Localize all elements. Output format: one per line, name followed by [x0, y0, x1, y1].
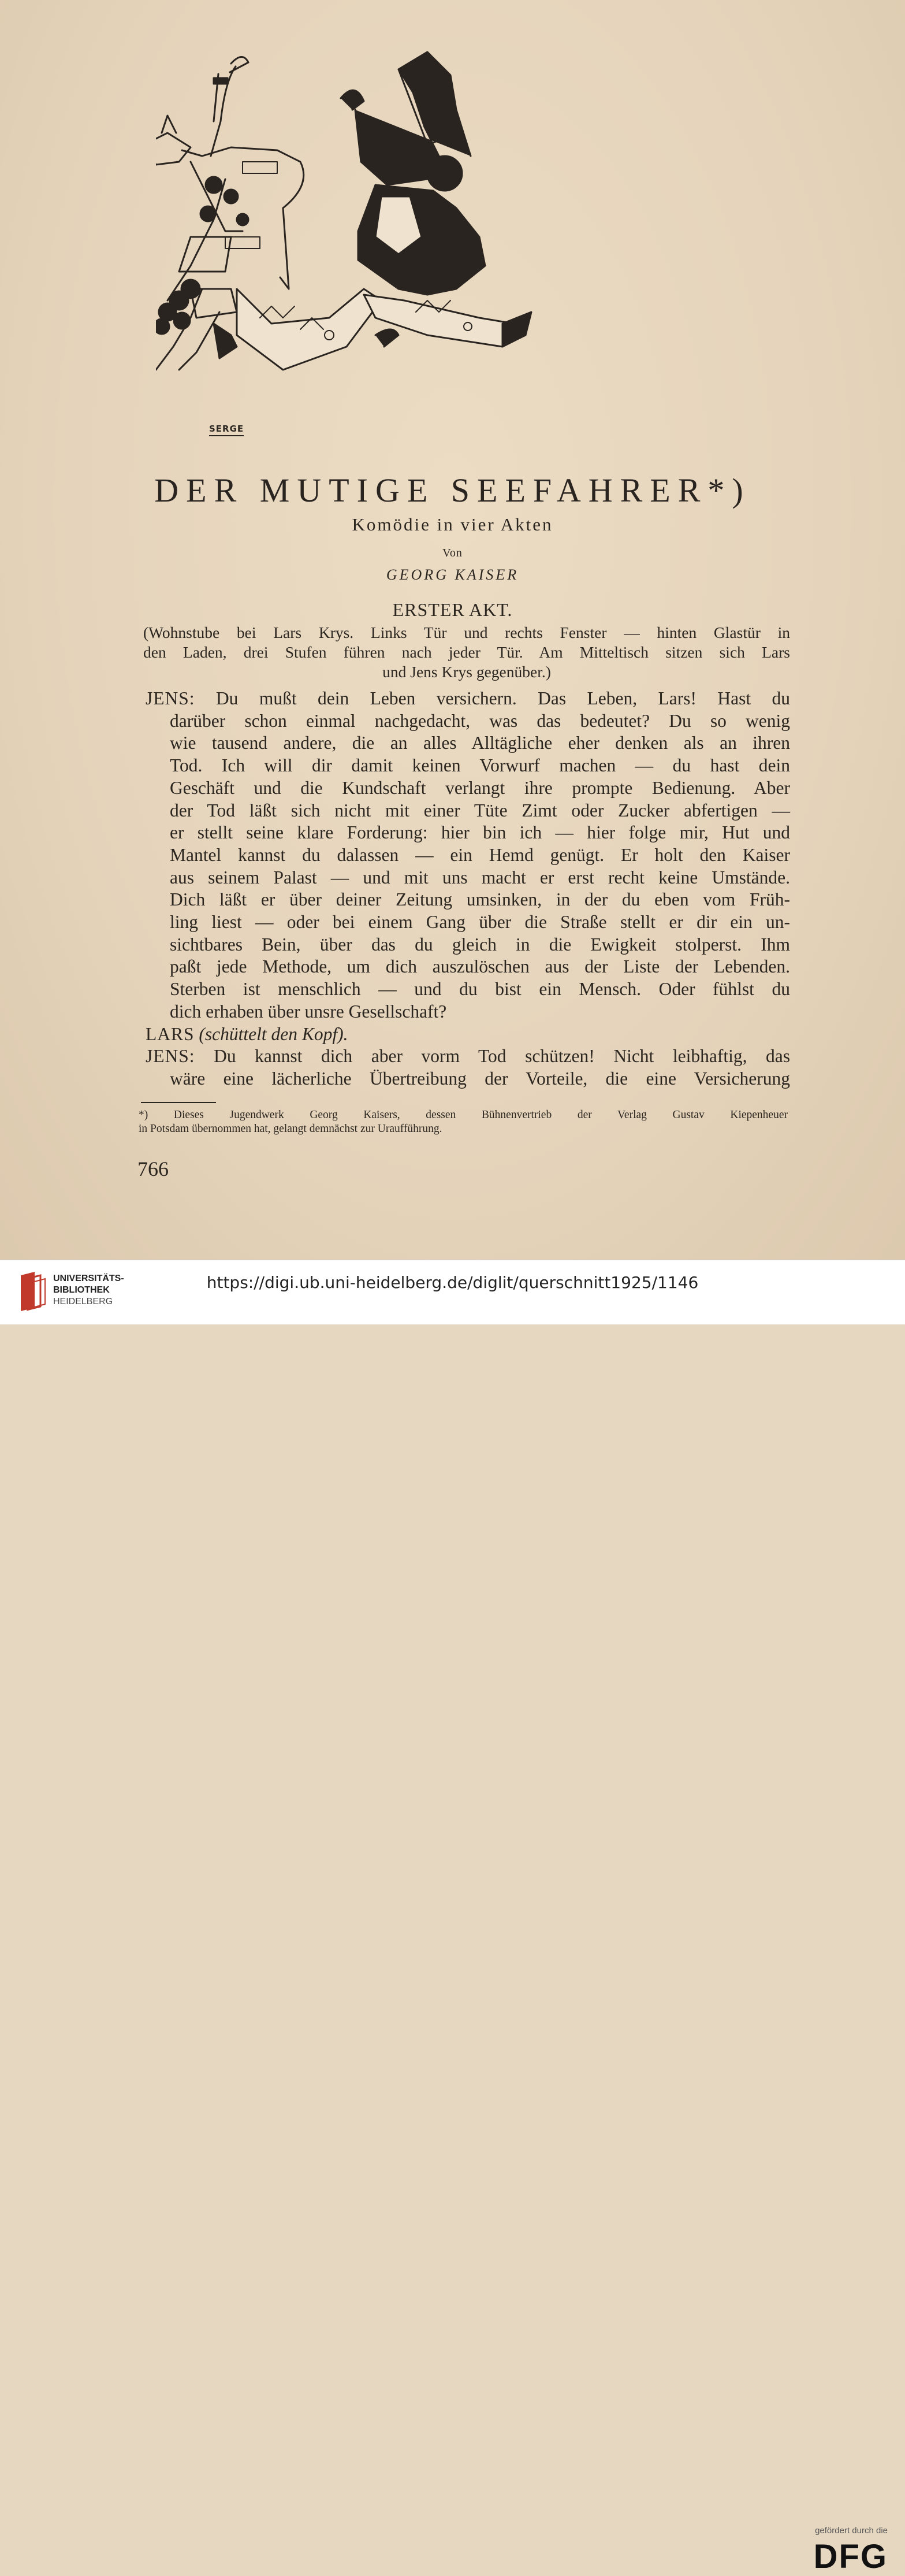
- speech-line: [146, 688, 790, 710]
- speech-line: paßt jede Methode, um dich auszulöschen aus der Liste der Lebenden.: [170, 956, 790, 977]
- speech-line: er stellt seine klare Forderung: hier bin ich — hier folge mir, Hut und: [170, 822, 790, 843]
- subtitle: Komödie in vier Akten: [352, 514, 553, 534]
- artist-signature: SERGE: [209, 424, 244, 436]
- dfg-logo: DFG: [813, 2538, 888, 2575]
- act-heading: ERSTER AKT.: [392, 599, 513, 620]
- speaker-name: JENS:: [146, 1046, 195, 1067]
- footnote-line: *) Dieses Jugendwerk Georg Kaisers, dessen Bühnenvertrieb der Verlag Gustav Kiepenheuer: [139, 1109, 788, 1121]
- stage-direction-line: und Jens Krys gegenüber.): [382, 663, 551, 681]
- footnote-line: in Potsdam übernommen hat, gelangt demnächst zur Uraufführung.: [139, 1123, 442, 1135]
- speech-line: [146, 1045, 790, 1068]
- speech-text: Du kannst dich aber vorm Tod schützen! Nicht leibhaftig, das: [214, 1046, 791, 1067]
- speech-line: aus seinem Palast — und mit uns macht er erst recht keine Umstände.: [170, 867, 790, 888]
- speech-line: dich erhaben über unsre Gesellschaft?: [170, 1001, 447, 1022]
- footnote: [139, 1108, 788, 1136]
- library-name-line: BIBLIOTHEK: [53, 1285, 110, 1295]
- footnote-rule: [141, 1102, 216, 1103]
- speaker-name: LARS: [146, 1023, 195, 1044]
- permalink-url[interactable]: https://digi.ub.uni-heidelberg.de/diglit/querschnitt1925/1146: [206, 1273, 699, 1292]
- page-number: 766: [137, 1157, 169, 1181]
- scanned-page: [0, 0, 905, 1260]
- page-title: DER MUTIGE SEEFAHRER*): [154, 472, 751, 509]
- stage-direction-line: (Wohnstube bei Lars Krys. Links Tür und rechts Fenster — hinten Glastür in: [143, 623, 790, 641]
- dialogue: [146, 688, 790, 1090]
- by-label: Von: [442, 547, 463, 559]
- speech-line: der Tod läßt sich nicht mit einer Tüte Zimt oder Zucker abfertigen —: [170, 800, 790, 821]
- speech-line: darüber schon einmal nachgedacht, was das bedeutet? Du so wenig: [170, 710, 790, 731]
- speech-line: [146, 1023, 790, 1046]
- speaker-name: JENS:: [146, 688, 195, 708]
- speech-line: Sterben ist menschlich — und du bist ein Mensch. Oder fühlst du: [170, 979, 790, 1000]
- author-name: GEORG KAISER: [386, 566, 519, 583]
- speech-text: Du mußt dein Leben versichern. Das Leben, Lars! Hast du: [215, 688, 791, 708]
- speech-line: Mantel kannst du dalassen — ein Hemd genügt. Er holt den Kaiser: [170, 844, 790, 865]
- speech-line: Dich läßt er über deiner Zeitung umsinken, in der du eben vom Früh-: [170, 889, 790, 910]
- speech-line: sichtbares Bein, über das du gleich in die Ewigkeit stolperst. Ihm: [170, 934, 790, 955]
- inline-direction: (schüttelt den Kopf).: [199, 1023, 348, 1044]
- library-name-line: HEIDELBERG: [53, 1297, 113, 1306]
- stage-direction-line: den Laden, drei Stufen führen nach jeder Tür. Am Mitteltisch sitzen sich Lars: [143, 643, 790, 661]
- stage-direction: [143, 623, 790, 682]
- speech-line: wie tausend andere, die an alles Alltägliche eher denken als an ihren: [170, 733, 790, 754]
- library-name-line: UNIVERSITÄTS-: [53, 1274, 124, 1283]
- speech-line: wäre eine lächerliche Übertreibung der Vorteile, die eine Versicherung: [170, 1068, 790, 1089]
- speech-line: Geschäft und die Kundschaft verlangt ihre prompte Bedienung. Aber: [170, 777, 790, 798]
- speech-line: ling liest — oder bei einem Gang über die Straße stellt er dir ein un-: [170, 912, 790, 933]
- funding-label: gefördert durch die: [815, 2526, 888, 2536]
- dancing-figures-illustration: [156, 46, 797, 445]
- speech-line: Tod. Ich will dir damit keinen Vorwurf machen — du hast dein: [170, 755, 790, 776]
